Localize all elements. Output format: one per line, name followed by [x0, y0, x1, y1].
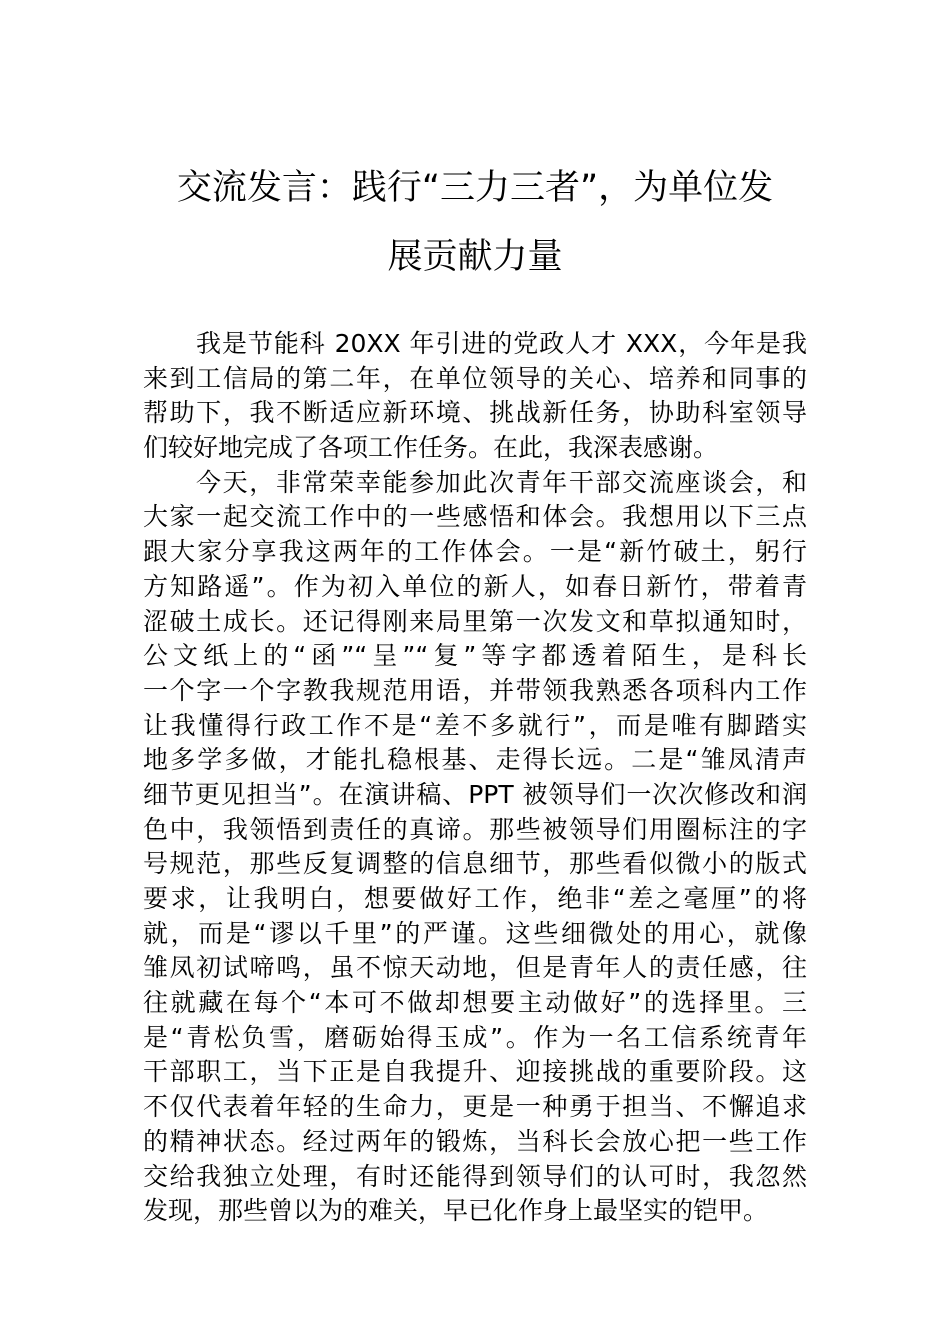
paragraph-line: 色中，我领悟到责任的真谛。那些被领导们用圈标注的字	[143, 814, 807, 844]
paragraph-line: 就，而是“谬以千里”的严谨。这些细微处的用心，就像	[143, 918, 807, 948]
paragraph-line: 要求，让我明白，想要做好工作，绝非“差之毫厘”的将	[143, 884, 807, 913]
paragraph-line: 干部职工，当下正是自我提升、迎接挑战的重要阶段。这	[143, 1057, 807, 1087]
paragraph-line: 大家一起交流工作中的一些感悟和体会。我想用以下三点	[143, 502, 807, 532]
paragraph-line: 细节更见担当”。在演讲稿、PPT 被领导们一次次修改和润	[143, 779, 807, 809]
paragraph	[143, 466, 807, 1229]
paragraph-line: 帮助下，我不断适应新环境、挑战新任务，协助科室领导	[143, 398, 807, 428]
paragraph-line: 交给我独立处理，有时还能得到领导们的认可时，我忽然	[143, 1161, 807, 1191]
document-body	[143, 327, 807, 1229]
paragraph	[143, 327, 807, 466]
paragraph-line: 号规范，那些反复调整的信息细节，那些看似微小的版式	[143, 849, 807, 879]
paragraph-line: 来到工信局的第二年，在单位领导的关心、培养和同事的	[143, 363, 807, 393]
paragraph-line: 的精神状态。经过两年的锻炼，当科长会放心把一些工作	[143, 1126, 807, 1156]
paragraph-line: 地多学多做，才能扎稳根基、走得长远。二是“雏凤清声	[143, 745, 807, 775]
paragraph-line: 让我懂得行政工作不是“差不多就行”，而是唯有脚踏实	[143, 710, 807, 740]
paragraph-line: 一个字一个字教我规范用语，并带领我熟悉各项科内工作	[143, 675, 807, 705]
paragraph-line: 是“青松负雪，磨砺始得玉成”。作为一名工信系统青年	[143, 1022, 807, 1052]
paragraph-line: 雏凤初试啼鸣，虽不惊天动地，但是青年人的责任感，往	[143, 953, 807, 983]
paragraph-line: 不仅代表着年轻的生命力，更是一种勇于担当、不懈追求	[143, 1092, 807, 1122]
paragraph-line: 们较好地完成了各项工作任务。在此，我深表感谢。	[143, 433, 719, 463]
paragraph-line: 我是节能科 20XX 年引进的党政人才 XXX，今年是我	[196, 329, 807, 358]
document-title-line-2: 展贡献力量	[387, 237, 563, 277]
paragraph-line: 涩破土成长。还记得刚来局里第一次发文和草拟通知时，	[143, 606, 807, 636]
paragraph-line: 公文纸上的“函”“呈”“复”等字都透着陌生，是科长	[143, 641, 807, 671]
document-title-line-1: 交流发言：践行“三力三者”，为单位发	[176, 168, 774, 208]
paragraph-line: 发现，那些曾以为的难关，早已化作身上最坚实的铠甲。	[143, 1196, 769, 1226]
paragraph-line: 今天，非常荣幸能参加此次青年干部交流座谈会，和	[196, 467, 807, 497]
paragraph-line: 方知路遥”。作为初入单位的新人，如春日新竹，带着青	[143, 571, 807, 601]
paragraph-line: 跟大家分享我这两年的工作体会。一是“新竹破土，躬行	[143, 537, 807, 567]
paragraph-line: 往就藏在每个“本可不做却想要主动做好”的选择里。三	[143, 988, 807, 1018]
